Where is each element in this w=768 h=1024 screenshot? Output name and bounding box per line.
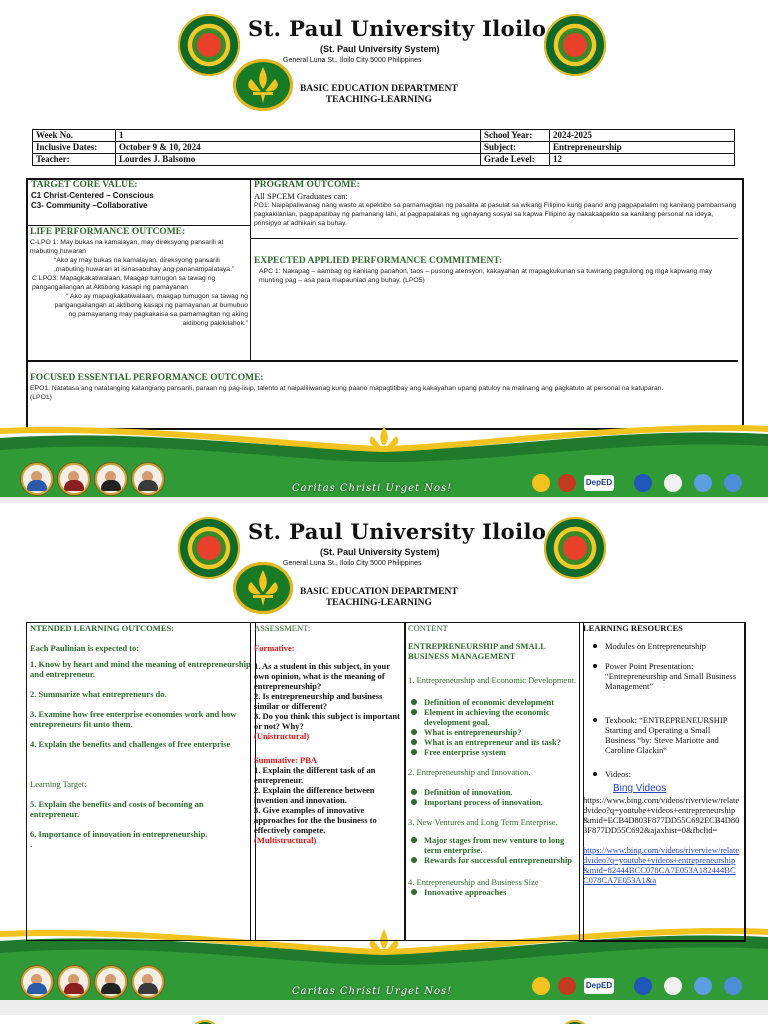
- partner-logo: [724, 977, 742, 995]
- saint-portrait: [95, 463, 127, 495]
- trailing-dot: .: [30, 839, 33, 849]
- apc-text: APC 1: Nakapag – aambag ng kanilang panahon, taos – pusong atensyon, kakayahan at mapagkukunan sa tuwirang pagtulong ng mga kapwang may munting pag – asa para mapaunlad ang buhay. (LPO5): [259, 268, 713, 284]
- formative-items: 1. As a student in this subject, in your own opinion, what is the meaning of entrepreneurship? 2. Is entrepreneurship and business similar or different? 3. Do you think this subject is important or not? Why?: [254, 661, 400, 731]
- dept-line-2: TEACHING-LEARNING: [325, 95, 432, 105]
- resources-column: [579, 622, 746, 942]
- department-title: [300, 587, 458, 609]
- video-url-2-link[interactable]: https://www.bing.com/videos/riverview/relatedvideo?q=youtube+videos+entrepreneurship&mid=82444BCC078CA7E053A182444BCC078CA7E053A1&a: [583, 845, 740, 885]
- target-item: 6. Importance of innovation in entrepreneurship.: [30, 829, 208, 839]
- university-address: General Luna St., Iloilo City 5000 Philippines: [283, 560, 422, 567]
- list-item: Major stages from new venture to long term enterprise.: [408, 835, 580, 855]
- week-label: Week No.: [33, 130, 116, 142]
- dates-label: Inclusive Dates:: [33, 142, 116, 154]
- partner-logo: [558, 977, 576, 995]
- university-name: St. Paul University Iloilo: [248, 519, 547, 544]
- university-seal-right: [544, 14, 606, 76]
- formative-tag: (Unistructural): [254, 731, 310, 741]
- university-seal-right: [560, 1020, 590, 1024]
- university-header: [0, 503, 768, 628]
- saint-portrait: [132, 966, 164, 998]
- target-item: 5. Explain the benefits and costs of becoming an entrepreneur.: [30, 799, 204, 819]
- program-outcome-box: [254, 180, 738, 228]
- fleur-de-lis-emblem: [233, 59, 293, 111]
- subject-label: Subject:: [481, 142, 550, 154]
- saint-portrait: [21, 966, 53, 998]
- partner-logo: [664, 977, 682, 995]
- lpo-3: C LPO3: Mapagkakatiwalaan, Maagap tumugon sa tawag ng pangangailangan at Aktibong kasapi ng pamayanan: [32, 275, 216, 291]
- list-item: Element in achieving the economic development goal.: [408, 707, 580, 727]
- partner-logo: [664, 474, 682, 492]
- divider: [250, 180, 251, 360]
- outcome-item: 1. Know by heart and mind the meaning of entrepreneurship and entrepreneur.: [30, 659, 251, 679]
- resources-title: LEARNING RESOURCES: [583, 623, 683, 633]
- list-item: What is entrepreneurship?: [408, 727, 580, 737]
- university-header: [0, 0, 768, 125]
- partner-logo: [694, 474, 712, 492]
- year-label: School Year:: [481, 130, 550, 142]
- list-item: Definition of innovation.: [408, 787, 580, 797]
- divider: [28, 225, 250, 226]
- motto: Caritas Christi Urget Nos!: [292, 986, 453, 997]
- subject-value: Entrepreneurship: [550, 142, 735, 154]
- life-outcome-box: [30, 227, 248, 328]
- university-seal-right: [544, 517, 606, 579]
- core-value-line-1: C1 Christ-Centered – Conscious: [31, 191, 154, 200]
- saint-portrait: [132, 463, 164, 495]
- resource-item: Videos:: [583, 769, 741, 779]
- content-section-2: 2. Entrepreneurship and Innovation.: [408, 767, 531, 777]
- outcome-item: 2. Summarize what entrepreneurs do.: [30, 689, 167, 699]
- divider: [250, 238, 738, 239]
- partner-logo: [724, 474, 742, 492]
- saint-portrait: [95, 966, 127, 998]
- deped-logo: DepED: [584, 978, 614, 994]
- saint-portrait: [21, 463, 53, 495]
- partner-logo: [694, 977, 712, 995]
- life-outcome-title: LIFE PERFORMANCE OUTCOME:: [30, 227, 186, 237]
- university-name: St. Paul University Iloilo: [248, 16, 547, 41]
- lpo-1: C-LPO 1: May bukas na kamalayan, may direksyong pansarili at mabuting huwaran: [30, 239, 224, 255]
- content-section-4: 4. Entrepreneurship and Business Size: [408, 877, 539, 887]
- dept-line-2: TEACHING-LEARNING: [325, 598, 432, 608]
- grade-value: 12: [550, 154, 735, 166]
- deped-logo: DepED: [584, 475, 614, 491]
- year-value: 2024-2025: [550, 130, 735, 142]
- apc-title: EXPECTED APPLIED PERFORMANCE COMMITMENT:: [254, 256, 503, 266]
- epo-text: EPO1. Natatasa ang natatanging katangiang pansarili, paraan ng pag-iisip, talento at naipaliliwanag kung paano mapagtitibay ang kakayahan upang patuloy na malinang ang pagkatuto at personal na katuparan.: [30, 385, 664, 392]
- core-value-box: [28, 180, 256, 224]
- learning-outcomes-column: [26, 622, 256, 941]
- program-outcome-lead: All SPCEM Graduates can:: [254, 191, 348, 201]
- content-column: [404, 622, 584, 941]
- partner-logo: [634, 977, 652, 995]
- assessment-title: ASSESSMENT:: [254, 623, 311, 633]
- content-section-3: 3. New Ventures and Long Term Enterprise.: [408, 817, 558, 827]
- formative-label: Formative:: [254, 643, 295, 653]
- program-outcome-text: PO1: Naipapaliwanag nang wasto at epektibo sa pamamagitan ng pasalita at pasulat sa wikang Filipino kung paano ang pagpapalalim ng kanilang pambansang pagkakilanlan, pagpapatibay ng pamanang lahi, at pagpapalakas ng ugnayang sosyal sa kapwa Filipino ay nakakaapekto sa kanilang personal na ideya, prinsipyo at adhikain sa buhay.: [254, 202, 737, 227]
- week-value: 1: [116, 130, 481, 142]
- summative-tag: (Multistructural): [254, 835, 317, 845]
- resource-item: Texbook: “ENTREPRENEURSHIP Starting and Operating a Small Business “by: Steve Mariotte and Caroline Glackin“: [583, 715, 741, 755]
- department-title: [300, 84, 458, 106]
- table-row: [33, 130, 735, 142]
- saint-portrait: [58, 463, 90, 495]
- divider: [28, 360, 738, 362]
- university-seal-left: [190, 1020, 220, 1024]
- table-row: [33, 142, 735, 154]
- epo-title: FOCUSED ESSENTIAL PERFORMANCE OUTCOME:: [30, 373, 264, 383]
- content-section-1: 1. Entrepreneurship and Economic Development.: [408, 675, 577, 685]
- program-outcome-title: PROGRAM OUTCOME:: [254, 180, 360, 190]
- dept-line-1: BASIC EDUCATION DEPARTMENT: [300, 587, 458, 597]
- outcome-item: 3. Examine how free enterprise economies work and how entrepreneurs fit unto them.: [30, 709, 237, 729]
- lesson-plan-page-3-top: [0, 1015, 768, 1024]
- saint-portrait: [58, 966, 90, 998]
- motto: Caritas Christi Urget Nos!: [292, 483, 453, 494]
- resource-item: Modules on Entrepreneurship: [583, 641, 741, 651]
- partner-logo: [634, 474, 652, 492]
- bing-videos-link[interactable]: Bing Videos: [613, 783, 667, 794]
- list-item: Definition of economic development: [408, 697, 580, 707]
- core-value-line-2: C3- Community –Collaborative: [31, 201, 148, 210]
- table-row: [33, 154, 735, 166]
- lesson-plan-page-1: [0, 0, 768, 497]
- epo-ref: (LPO1): [30, 394, 52, 401]
- university-address: General Luna St., Iloilo City 5000 Philippines: [283, 57, 422, 64]
- resource-item: Power Point Presentation: “Entrepreneurship and Small Business Management”: [583, 661, 741, 691]
- dates-value: October 9 & 10, 2024: [116, 142, 481, 154]
- dept-line-1: BASIC EDUCATION DEPARTMENT: [300, 84, 458, 94]
- video-url-1: https://www.bing.com/videos/riverview/relatedvideo?q=youtube+videos+entrepreneurship&mid=ECB4D803F877DD55C692ECB4D803F877DD55C692&ajaxhist=0&fbclid=: [583, 795, 740, 835]
- teacher-value: Lourdes J. Balsomo: [116, 154, 481, 166]
- partner-logo: [558, 474, 576, 492]
- lpo-1-quote: “Ako ay may bukas na kamalayan, direksyong pansarili ,mabuting huwaran at isinasabuhay ang pananampalataya.”: [54, 257, 235, 273]
- university-system: (St. Paul University System): [320, 547, 440, 557]
- list-item: Important process of innovation.: [408, 797, 580, 807]
- university-seal-left: [178, 14, 240, 76]
- partner-logo: [532, 977, 550, 995]
- course-info-table: [32, 129, 735, 166]
- list-item: Free enterprise system: [408, 747, 580, 757]
- content-title: CONTENT: [408, 623, 448, 633]
- epo-box: [30, 373, 736, 402]
- core-value-title: TARGET CORE VALUE:: [31, 180, 138, 190]
- list-item: Innovative approaches: [408, 887, 580, 897]
- learning-target-label: Learning Target:: [30, 779, 87, 789]
- list-item: Rewards for successful entrepreneurship: [408, 855, 580, 865]
- summative-items: 1. Explain the different task of an entrepreneur. 2. Explain the difference between invention and innovation. 3. Give examples of innovative approaches for the the business to effectively compete.: [254, 765, 377, 835]
- outcomes-title: NTENDED LEARNING OUTCOMES:: [30, 623, 175, 633]
- outcomes-intro: Each Paulinian is expected to:: [30, 643, 140, 653]
- fleur-de-lis-emblem: [233, 562, 293, 614]
- grade-label: Grade Level:: [481, 154, 550, 166]
- teacher-label: Teacher:: [33, 154, 116, 166]
- assessment-column: [250, 622, 406, 941]
- university-system: (St. Paul University System): [320, 44, 440, 54]
- content-heading: ENTREPRENEURSHIP and SMALL BUSINESS MANAGEMENT: [408, 641, 546, 661]
- outcome-item: 4. Explain the benefits and challenges of free enterprise: [30, 739, 231, 749]
- lpo-3-quote: “ Ako ay mapagkakatiwalaan, maagap tumugon sa tawag ng pangangailangan at aktibong kasapi ng pamayanan at bumubuo ng pamayanang may pagkakaisa sa pamamagitan ng aking aktibong pakikilahok.”: [54, 293, 248, 327]
- partner-logo: [532, 474, 550, 492]
- apc-box: [254, 256, 738, 285]
- university-seal-left: [178, 517, 240, 579]
- summative-label: Summative: PBA: [254, 755, 318, 765]
- list-item: What is an entrepreneur and its task?: [408, 737, 580, 747]
